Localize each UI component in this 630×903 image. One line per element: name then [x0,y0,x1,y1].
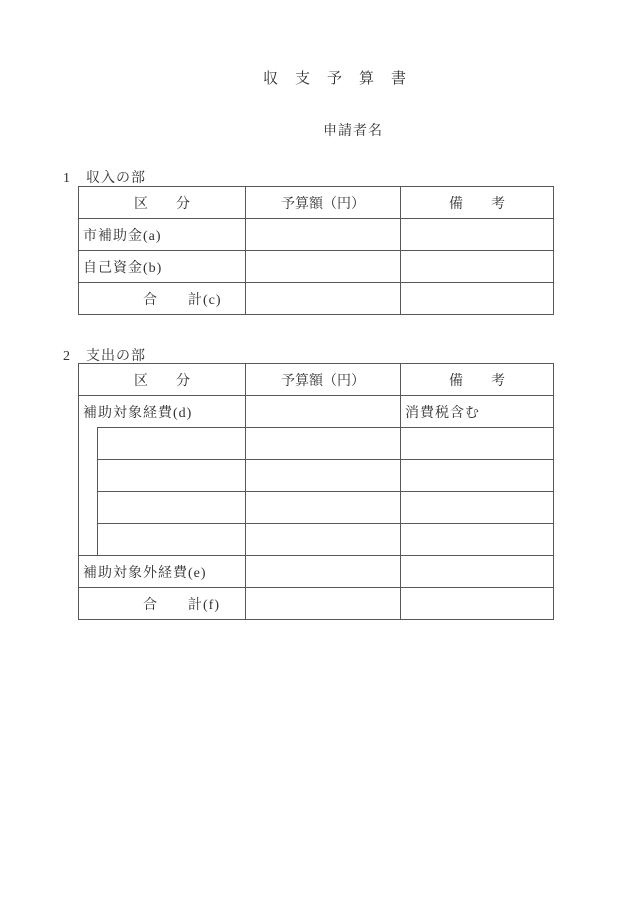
budget-amount-cell [246,492,401,524]
remarks-cell [401,251,554,283]
category-header-cell: 区 分 [79,187,246,219]
category-header-cell: 区 分 [79,364,246,396]
expense-section-heading: 2 支出の部 [63,349,146,364]
remarks-header-cell: 備 考 [401,187,554,219]
expense-detail-row [79,428,554,460]
remarks-cell [401,524,554,556]
expense-row-total [79,588,554,620]
category-cell: 自己資金(b) [79,251,246,283]
budget-amount-cell [246,283,401,315]
budget-amount-cell [246,556,401,588]
income-section-heading: 1 収入の部 [63,171,146,186]
expense-detail-row [79,460,554,492]
income-table [78,186,554,315]
expense-table [78,363,554,620]
category-cell: 補助対象経費(d) [79,396,246,428]
remarks-cell [401,283,554,315]
budget-amount-cell [246,428,401,460]
budget-amount-cell [246,524,401,556]
page-title: 収 支 予 算 書 [263,71,408,87]
detail-category-cell [98,460,246,492]
income-row-city-subsidy [79,219,554,251]
applicant-name-label: 申請者名 [323,124,383,139]
budget-header-cell: 予算額（円） [246,364,401,396]
expense-row-subsidized [79,396,554,428]
income-row-total [79,283,554,315]
category-cell: 補助対象外経費(e) [79,556,246,588]
expense-detail-row [79,524,554,556]
income-header-row [79,187,554,219]
category-cell: 市補助金(a) [79,219,246,251]
expense-row-non-subsidized [79,556,554,588]
detail-category-cell [98,524,246,556]
budget-amount-cell [246,251,401,283]
detail-indent-spacer-cell [79,428,98,556]
detail-category-cell [98,428,246,460]
remarks-cell: 消費税含む [401,396,554,428]
remarks-cell [401,492,554,524]
income-row-self-funds [79,251,554,283]
category-total-cell: 合 計(f) [79,588,246,620]
remarks-cell [401,588,554,620]
remarks-cell [401,428,554,460]
budget-amount-cell [246,460,401,492]
remarks-cell [401,219,554,251]
remarks-cell [401,460,554,492]
remarks-header-cell: 備 考 [401,364,554,396]
expense-header-row [79,364,554,396]
budget-amount-cell [246,588,401,620]
expense-detail-row [79,492,554,524]
detail-category-cell [98,492,246,524]
budget-amount-cell [246,396,401,428]
category-total-cell: 合 計(c) [79,283,246,315]
remarks-cell [401,556,554,588]
budget-header-cell: 予算額（円） [246,187,401,219]
budget-amount-cell [246,219,401,251]
